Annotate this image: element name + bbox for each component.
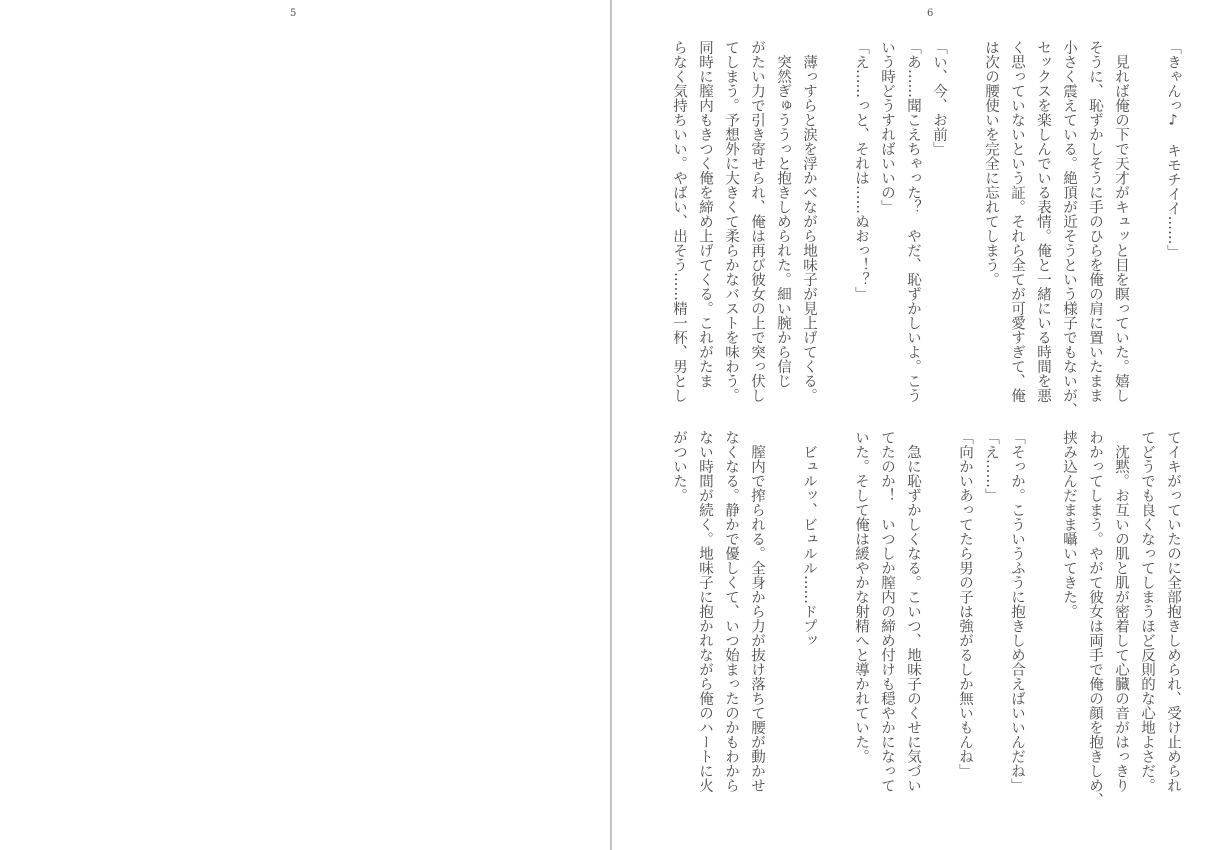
text-line: らなく気持ちいい。やばい、出そう……精一杯、男とし xyxy=(671,40,687,403)
text-line xyxy=(952,40,978,420)
text-line: てしまう。予想外に大きくて柔らかなバストを味わう。 xyxy=(723,40,739,403)
text-line: てどうでも良くなってしまうほど反則的な心地よさだ。 xyxy=(1139,430,1155,793)
text-line: は次の腰使いを完全に忘れてしまう。 xyxy=(983,40,999,287)
text-line xyxy=(926,430,952,810)
text-line: 膣内で搾られる。全身から力が抜け落ちて腰が動かせ xyxy=(749,430,765,793)
text-line: いう時どうすればいいの」 xyxy=(879,40,895,214)
text-line xyxy=(822,430,848,810)
text-line xyxy=(1134,40,1160,420)
text-line: 「向かいあってたら男の子は強がるしか無いもんね」 xyxy=(957,430,973,778)
text-line: なくなる。静かで優しくて、いつ始まったのかもわから xyxy=(723,430,739,793)
text-line: 「そっか。こういうふうに抱きしめ合えばいいんだね」 xyxy=(1009,430,1025,793)
text-line: 同時に膣内もきつく俺を締め上げてくる。これがたま xyxy=(697,40,713,388)
text-line: てたのか！ いつしか膣内の締め付けも穏やかになって xyxy=(879,430,895,793)
page-5 xyxy=(0,0,610,850)
page-6 xyxy=(613,0,1230,850)
text-line: 「きゃんっ♪ キモチイイ……」 xyxy=(1165,40,1181,259)
text-line xyxy=(1030,430,1056,810)
text-line: 見れば俺の下で天才がキュッと目を瞑っていた。嬉し xyxy=(1113,40,1129,403)
page-number: 5 xyxy=(290,8,297,19)
text-line: がたい力で引き寄せられ、俺は再び彼女の上で突っ伏し xyxy=(749,40,765,403)
text-line: 「え……」 xyxy=(983,430,999,503)
text-line: いた。そして俺は緩やかな射精へと導かれていた。 xyxy=(853,430,869,764)
text-line: 薄っすらと涙を浮かべながら地味子が見上げてくる。 xyxy=(801,40,817,403)
text-line: セックスを楽しんでいる表情。俺と一緒にいる時間を悪 xyxy=(1035,40,1051,403)
page-number: 6 xyxy=(927,8,934,19)
text-line: 突然ぎゅううっと抱きしめられた。細い腕から信じ xyxy=(775,40,791,388)
text-line: 「あ……聞こえちゃった？ やだ、恥ずかしいよ。こう xyxy=(905,40,921,403)
page-divider xyxy=(610,0,612,850)
text-line: く思っていないという証。それら全てが可愛すぎて、俺 xyxy=(1009,40,1025,403)
text-line: 小さく震えている。絶頂が近そうという様子でもないが、 xyxy=(1061,40,1077,417)
text-line: 挟み込んだまま囁いてきた。 xyxy=(1061,430,1077,619)
text-line xyxy=(822,40,848,420)
text-line: そうに、恥ずかしそうに手のひらを俺の肩に置いたまま xyxy=(1087,40,1103,403)
text-line: てイキがっていたのに全部抱きしめられ、受け止められ xyxy=(1165,430,1181,793)
text-line: ビュルッ、ビュルル……ドプッ xyxy=(801,430,817,648)
text-block-lower xyxy=(666,430,1186,810)
text-line: 沈黙。お互いの肌と肌が密着して心臓の音がはっきり xyxy=(1113,430,1129,793)
text-line xyxy=(770,430,796,810)
text-line: がついた。 xyxy=(671,430,687,503)
text-line: わかってしまう。やがて彼女は両手で俺の顔を抱きしめ、 xyxy=(1087,430,1103,807)
text-line: 「え……っと、それは……ぬおっ！？」 xyxy=(853,40,869,301)
text-line: 急に恥ずかしくなる。こいつ、地味子のくせに気づい xyxy=(905,430,921,793)
text-block-upper xyxy=(666,40,1186,420)
text-line: 「い、今、お前」 xyxy=(931,40,947,156)
text-line: ない時間が続く。地味子に抱かれながら俺のハートに火 xyxy=(697,430,713,793)
